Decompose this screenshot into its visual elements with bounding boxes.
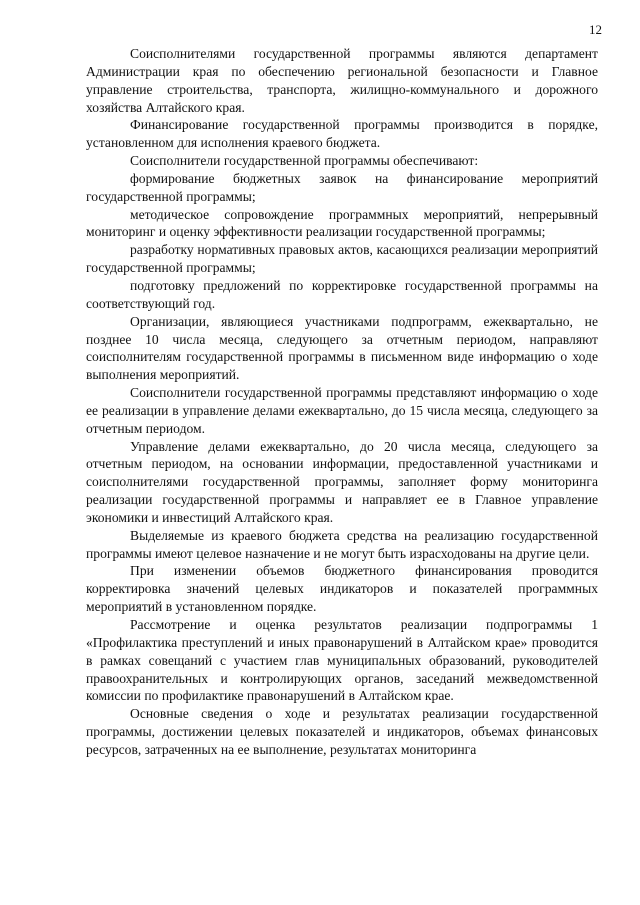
paragraph: подготовку предложений по корректировке государственной программы на соответствующий год.	[86, 277, 598, 311]
paragraph: Финансирование государственной программы производится в порядке, установленном для исполнения краевого бюджета.	[86, 117, 598, 151]
paragraph: разработку нормативных правовых актов, касающихся реализации мероприятий государственной программы;	[86, 242, 598, 276]
paragraph: Основные сведения о ходе и результатах реализации государственной программы, достижении целевых показателей и индикаторов, объемах финансовых ресурсов, затраченных на ее выполнение, результатах мониторинга	[86, 706, 598, 757]
paragraph: Управление делами ежеквартально, до 20 числа месяца, следующего за отчетным периодом, на основании информации, предоставленной участниками и соисполнителями государственной программы, заполняет форму мониторинга реализации государственной программы и направляет ее в Главное управление экономики и инвестиций Алтайского края.	[86, 438, 598, 525]
paragraph: Выделяемые из краевого бюджета средства на реализацию государственной программы имеют целевое назначение и не могут быть израсходованы на другие цели.	[86, 527, 598, 561]
paragraph: При изменении объемов бюджетного финансирования проводится корректировка значений целевых индикаторов и показателей программных мероприятий в установленном порядке.	[86, 563, 598, 615]
paragraph: формирование бюджетных заявок на финансирование мероприятий государственной программы;	[86, 170, 598, 204]
paragraph: Рассмотрение и оценка результатов реализации подпрограммы 1 «Профилактика преступлений и иных правонарушений в Алтайском крае» проводится в рамках совещаний с участием глав муниципальных образований, руководителей правоохранительных и контролирующих органов, заседаний межведомственной комиссии по профилактике правонарушений в Алтайском крае.	[86, 617, 598, 704]
paragraph: методическое сопровождение программных мероприятий, непрерывный мониторинг и оценку эффективности реализации государственной программы;	[86, 206, 598, 240]
paragraph: Соисполнителями государственной программы являются департамент Администрации края по обеспечению региональной безопасности и Главное управление строительства, транспорта, жилищно-коммунального и дорожного хозяйства Алтайского края.	[86, 46, 598, 115]
paragraph: Соисполнители государственной программы представляют информацию о ходе ее реализации в управление делами ежеквартально, до 15 числа месяца, следующего за отчетным периодом.	[86, 385, 598, 436]
paragraph: Организации, являющиеся участниками подпрограмм, ежеквартально, не позднее 10 числа месяца, следующего за отчетным периодом, направляют соисполнителям государственной программы в письменном виде информацию о ходе выполнения мероприятий.	[86, 313, 598, 383]
paragraph: Соисполнители государственной программы обеспечивают:	[130, 153, 479, 169]
body-text	[86, 45, 598, 759]
page-number: 12	[589, 22, 602, 37]
